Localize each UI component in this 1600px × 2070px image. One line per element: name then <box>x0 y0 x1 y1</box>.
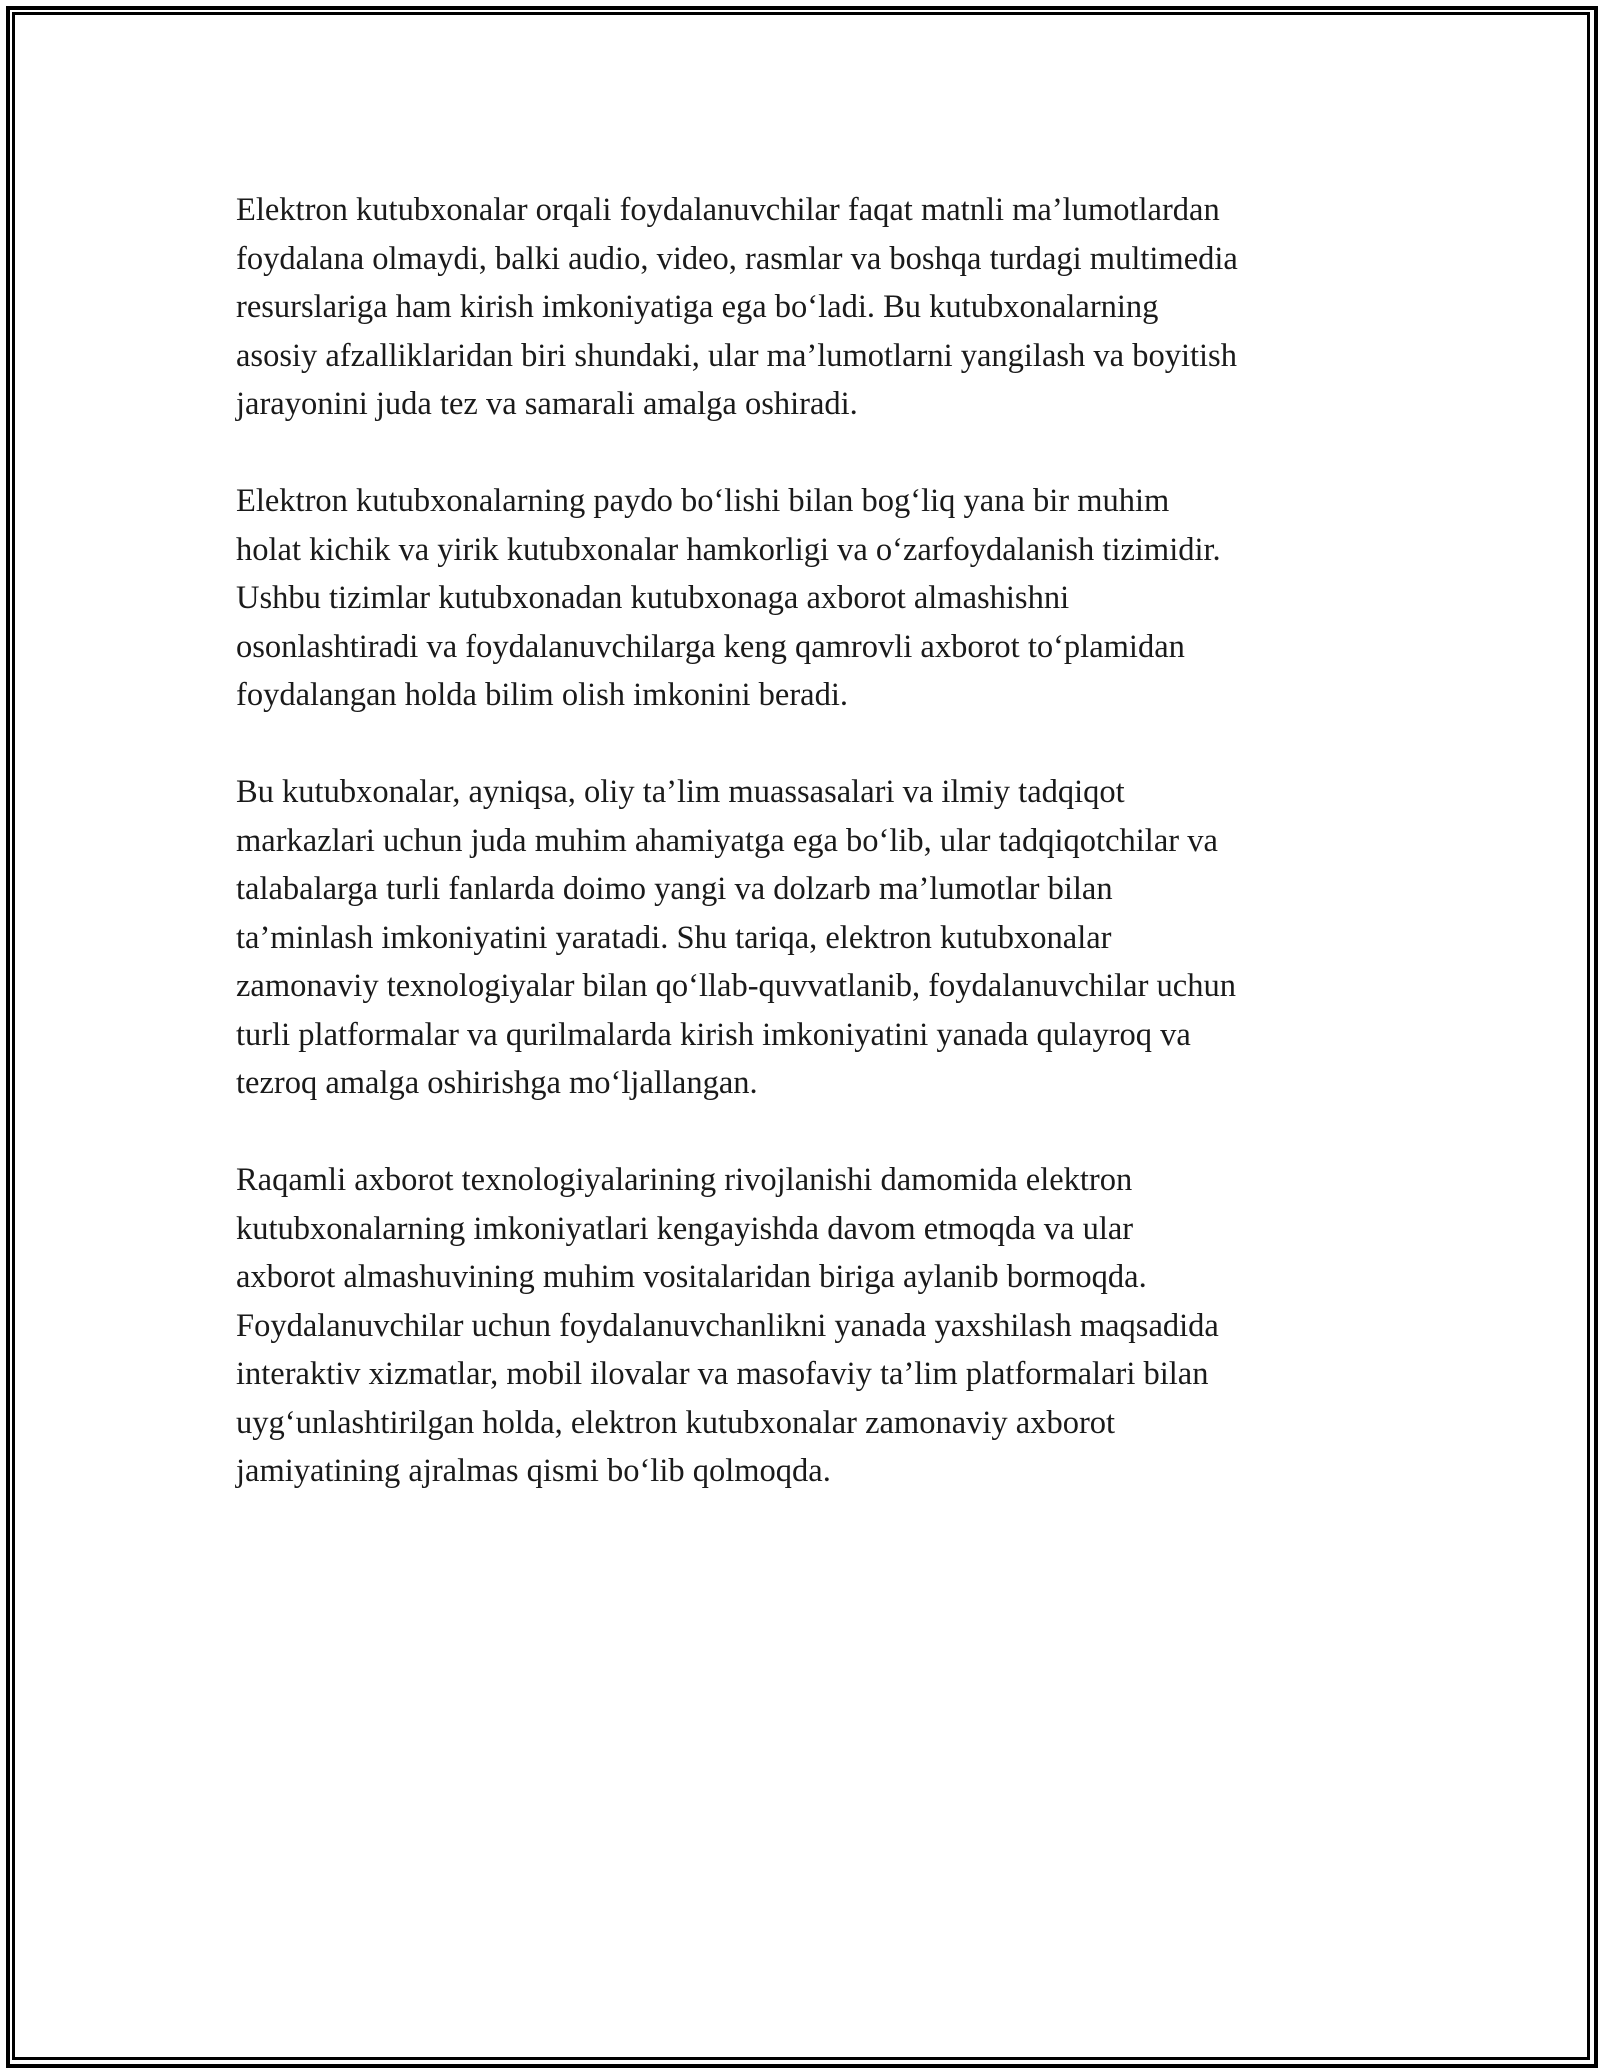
paragraph-line: holat kichik va yirik kutubxonalar hamkorligi va o‘zarfoydalanish tizimidir. <box>236 531 1221 568</box>
paragraph-line: Raqamli axborot texnologiyalarining rivojlanishi damomida elektron <box>236 1162 1133 1198</box>
paragraph-line: osonlashtiradi va foydalanuvchilarga keng qamrovli axborot to‘plamidan <box>236 628 1185 665</box>
paragraph-line: markazlari uchun juda muhim ahamiyatga ega bo‘lib, ular tadqiqotchilar va <box>236 822 1218 859</box>
paragraph-4 <box>236 1156 1386 1496</box>
paragraph-line: ta’minlash imkoniyatini yaratadi. Shu tariqa, elektron kutubxonalar <box>236 919 1112 956</box>
paragraph-1 <box>236 186 1386 429</box>
paragraph-2 <box>236 477 1386 720</box>
paragraph-line: talabalarga turli fanlarda doimo yangi va dolzarb ma’lumotlar bilan <box>236 871 1113 907</box>
paragraph-line: resurslariga ham kirish imkoniyatiga ega bo‘ladi. Bu kutubxonalarning <box>236 289 1159 325</box>
paragraph-line: jarayonini juda tez va samarali amalga oshiradi. <box>236 386 858 422</box>
paragraph-line: turli platformalar va qurilmalarda kirish imkoniyatini yanada qulayroq va <box>236 1016 1191 1053</box>
paragraph-line: kutubxonalarning imkoniyatlari kengayishda davom etmoqda va ular <box>236 1210 1134 1247</box>
paragraph-line: Ushbu tizimlar kutubxonadan kutubxonaga axborot almashishni <box>236 580 1070 616</box>
paragraph-line: foydalangan holda bilim olish imkonini beradi. <box>236 677 848 713</box>
paragraph-line: zamonaviy texnologiyalar bilan qo‘llab-quvvatlanib, foydalanuvchilar uchun <box>236 968 1236 1004</box>
paragraph-line: Elektron kutubxonalarning paydo bo‘lishi bilan bog‘liq yana bir muhim <box>236 483 1170 519</box>
paragraph-line: foydalana olmaydi, balki audio, video, rasmlar va boshqa turdagi multimedia <box>236 240 1238 277</box>
paragraph-line: jamiyatining ajralmas qismi bo‘lib qolmoqda. <box>236 1453 831 1489</box>
paragraph-line: uyg‘unlashtirilgan holda, elektron kutubxonalar zamonaviy axborot <box>236 1404 1116 1441</box>
paragraph-3 <box>236 768 1386 1108</box>
paragraph-line: asosiy afzalliklaridan biri shundaki, ular ma’lumotlarni yangilash va boyitish <box>236 337 1237 374</box>
paragraph-line: Foydalanuvchilar uchun foydalanuvchanlikni yanada yaxshilash maqsadida <box>236 1307 1219 1344</box>
document-body <box>236 186 1386 1544</box>
paragraph-line: axborot almashuvining muhim vositalaridan biriga aylanib bormoqda. <box>236 1259 1147 1295</box>
paragraph-line: interaktiv xizmatlar, mobil ilovalar va masofaviy ta’lim platformalari bilan <box>236 1356 1209 1392</box>
paragraph-line: Elektron kutubxonalar orqali foydalanuvchilar faqat matnli ma’lumotlardan <box>236 192 1220 228</box>
paragraph-line: Bu kutubxonalar, ayniqsa, oliy ta’lim muassasalari va ilmiy tadqiqot <box>236 774 1125 810</box>
paragraph-line: tezroq amalga oshirishga mo‘ljallangan. <box>236 1065 758 1101</box>
